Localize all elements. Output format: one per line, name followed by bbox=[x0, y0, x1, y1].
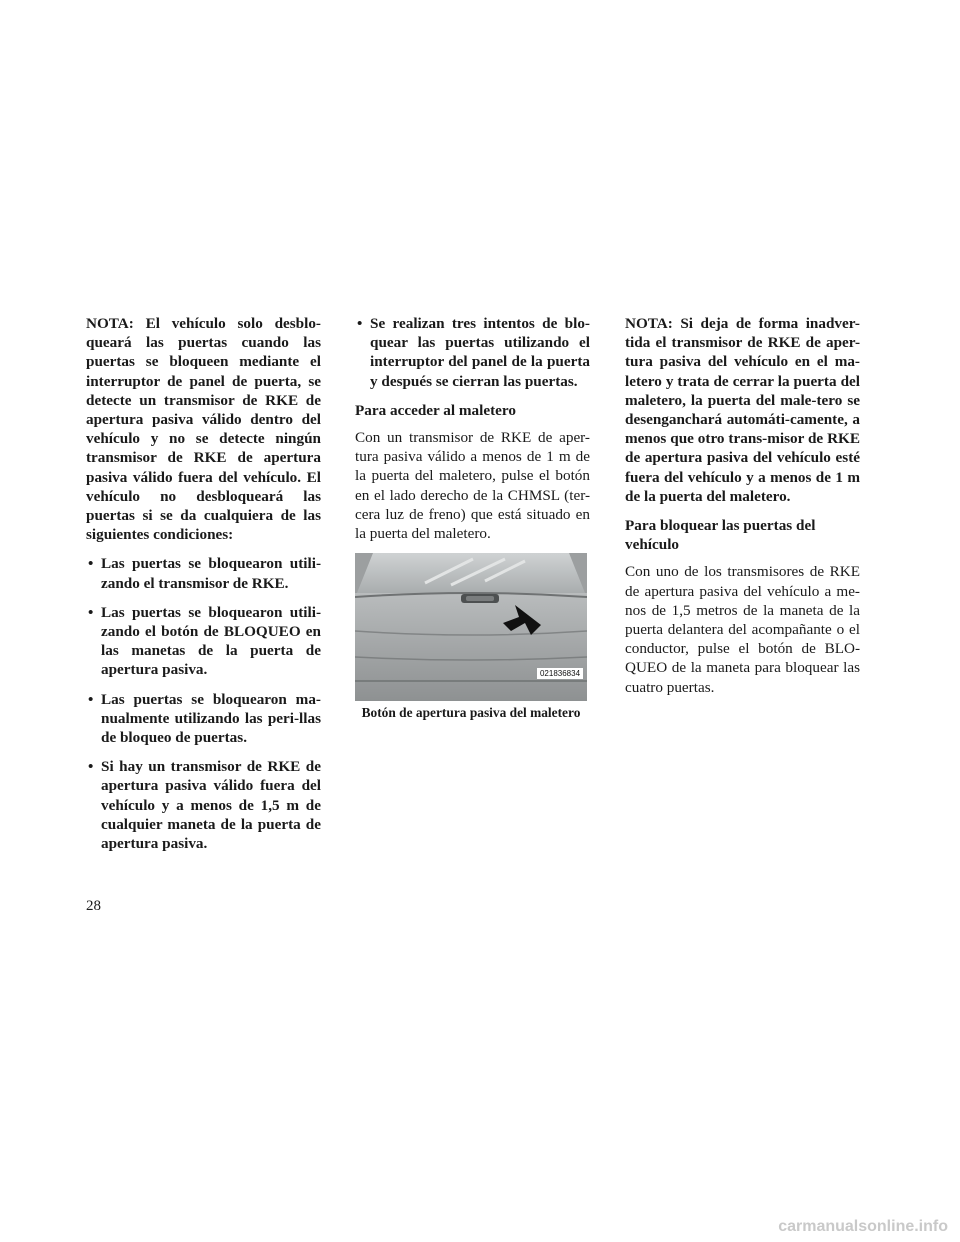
section-heading-trunk: Para acceder al maletero bbox=[355, 401, 516, 419]
figure-code: 021836834 bbox=[539, 669, 581, 679]
list-item: • Las puertas se bloquearon utili-zando el transmisor de RKE. bbox=[86, 554, 321, 592]
trunk-figure bbox=[355, 553, 587, 721]
condition-list bbox=[86, 554, 321, 853]
figure-caption: Botón de apertura pasiva del maletero bbox=[361, 705, 581, 721]
list-item: • Las puertas se bloquearon ma-nualmente utilizando las peri-llas de bloqueo de puertas. bbox=[86, 690, 321, 748]
list-item: • Las puertas se bloquearon utili-zando el botón de BLOQUEO en las manetas de la puerta de apertura pasiva. bbox=[86, 603, 321, 680]
watermark: carmanualsonline.info bbox=[778, 1218, 948, 1235]
trunk-access-text: Con un transmisor de RKE de aper-tura pasiva válido a menos de 1 m de la puerta del maletero, pulse el botón en el lado derecho de la CHMSL (ter-cera luz de freno) que está situado en la puerta del maletero. bbox=[355, 429, 590, 543]
list-item: • Se realizan tres intentos de blo-quear las puertas utilizando el interruptor del panel de la puerta y después se cierran las puertas. bbox=[355, 314, 590, 391]
trunk-illustration bbox=[355, 553, 587, 701]
column-left bbox=[86, 314, 321, 863]
note-unlock-conditions: NOTA: El vehículo solo desblo-queará las puertas cuando las puertas se bloqueen mediante el interruptor de panel de puerta, se detecte un transmisor de RKE de apertura pasiva válido dentro del vehículo y no se detecte ningún transmisor de RKE de apertura pasiva válido fuera del vehículo. El vehículo no desbloqueará las puertas si se da cualquiera de las siguientes condiciones: bbox=[86, 315, 321, 544]
condition-list-continued bbox=[355, 314, 590, 391]
column-right bbox=[625, 314, 860, 707]
list-item: • Si hay un transmisor de RKE de apertura pasiva válido fuera del vehículo y a menos de 1,5 m de cualquier maneta de la puerta de apertura pasiva. bbox=[86, 757, 321, 853]
lock-doors-text: Con uno de los transmisores de RKE de apertura pasiva del vehículo a me-nos de 1,5 metros de la maneta de la puerta delantera del acompañante o el conductor, pulse el botón de BLO-QUEO de la maneta para bloquear las cuatro puertas. bbox=[625, 563, 860, 696]
section-heading-lock: Para bloquear las puertas del vehículo bbox=[625, 517, 816, 554]
column-middle bbox=[355, 314, 590, 721]
note-trunk-unlatch: NOTA: Si deja de forma inadver-tida el transmisor de RKE de aper-tura pasiva del vehículo en el ma-letero y trata de cerrar la puerta del maletero, la puerta del male-tero se desenganchará automáti-camente, a menos que otro trans-misor de RKE de apertura pasiva del vehículo esté fuera del vehículo y a menos de 1 m de la puerta del maletero. bbox=[625, 315, 860, 505]
page-number: 28 bbox=[86, 898, 101, 914]
